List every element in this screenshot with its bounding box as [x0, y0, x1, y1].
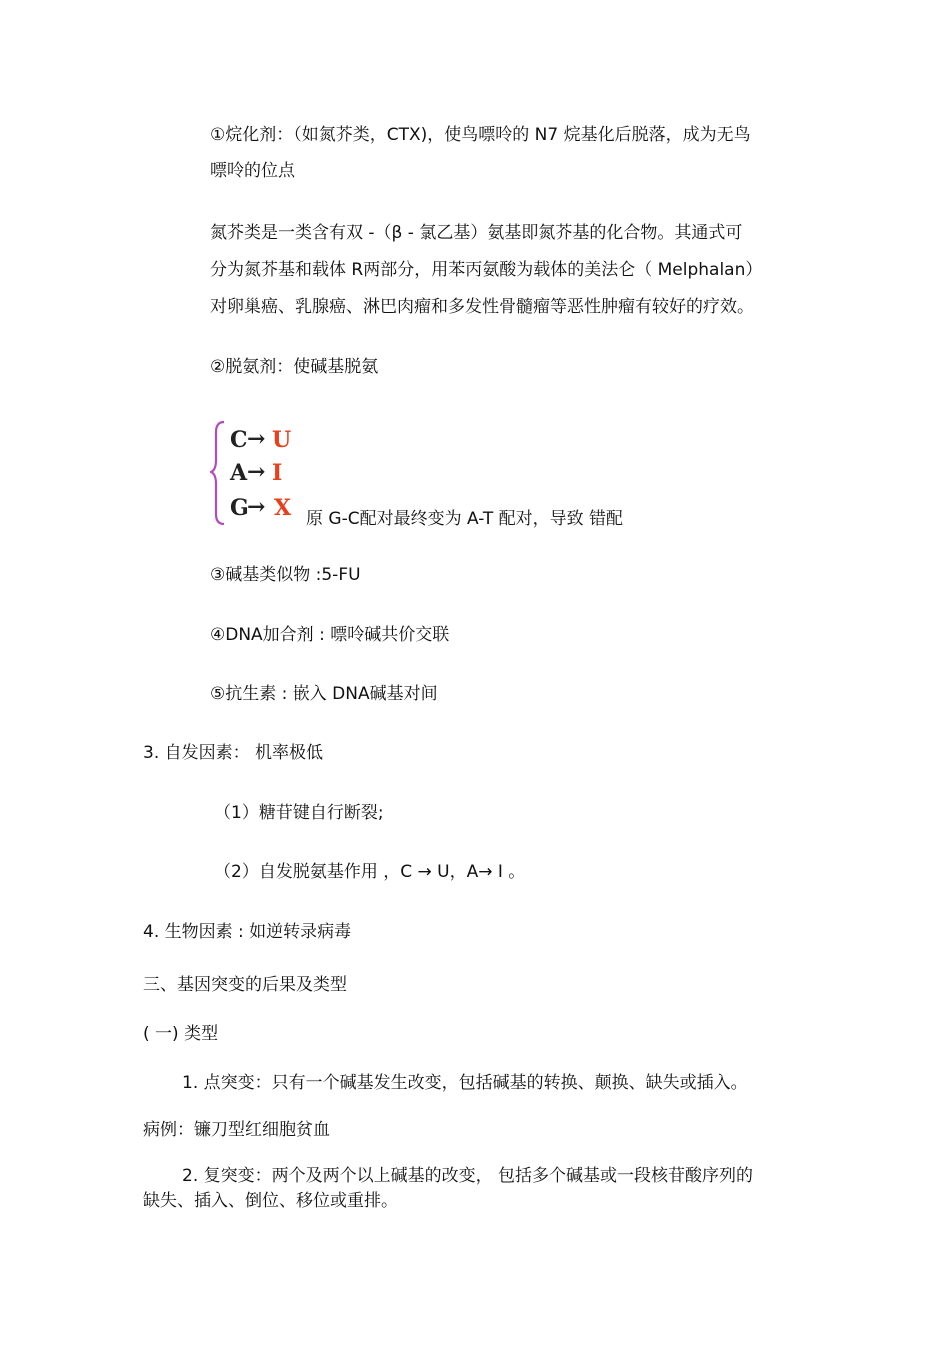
text-line-antibiotic: ⑤抗生素 : 嵌入 DNA碱基对间	[210, 684, 438, 704]
text-line-nitrogen-mustard-3: 对卵巢癌、乳腺癌、淋巴肉瘤和多发性骨髓瘤等恶性肿瘤有较好的疗效。	[210, 297, 754, 317]
base-g: G	[230, 495, 249, 521]
text-line-point-mutation: 1. 点突变：只有一个碱基发生改变，包括碱基的转换、颠换、缺失或插入。	[182, 1073, 748, 1093]
text-line-spontaneous-factor: 3. 自发因素： 机率极低	[143, 743, 324, 763]
deamination-diagram	[210, 418, 310, 528]
subsection-heading-types: ( 一) 类型	[143, 1024, 219, 1044]
arrow-3: →	[247, 494, 266, 520]
arrow-1: →	[247, 426, 266, 452]
section-heading-consequences: 三、基因突变的后果及类型	[143, 975, 347, 995]
text-line-nitrogen-mustard-1: 氮芥类是一类含有双 -（β - 氯乙基）氨基即氮芥基的化合物。其通式可	[210, 223, 743, 243]
arrow-2: →	[247, 459, 266, 485]
text-line-nitrogen-mustard-2: 分为氮芥基和载体 R两部分，用苯丙氨酸为载体的美法仑（ Melphalan）	[210, 260, 763, 280]
text-line-spontaneous-deamination: （2）自发脱氨基作用 ，C → U，A→ I 。	[214, 862, 526, 882]
text-line-glycosidic-bond: （1）糖苷键自行断裂;	[214, 803, 384, 823]
text-line-dna-adduct: ④DNA加合剂 : 嘌呤碱共价交联	[210, 625, 450, 645]
text-line-alkylating-agent: ①烷化剂：（如氮芥类，CTX)，使鸟嘌呤的 N7 烷基化后脱落，成为无鸟	[210, 125, 751, 145]
product-u: U	[272, 427, 292, 453]
product-i: I	[272, 460, 283, 486]
text-line-base-analog: ③碱基类似物 :5-FU	[210, 565, 361, 585]
base-a: A	[230, 460, 248, 486]
text-line-complex-mutation-2: 缺失、插入、倒位、移位或重排。	[143, 1191, 398, 1211]
product-x: X	[274, 495, 292, 521]
base-c: C	[230, 427, 248, 453]
text-line-biological-factor: 4. 生物因素 : 如逆转录病毒	[143, 922, 352, 942]
text-line-complex-mutation-1: 2. 复突变：两个及两个以上碱基的改变， 包括多个碱基或一段核苷酸序列的	[182, 1166, 754, 1186]
brace-icon	[211, 422, 224, 524]
text-line-apurinic-site: 嘌呤的位点	[210, 161, 295, 181]
text-line-mismatch: 原 G-C配对最终变为 A-T 配对，导致 错配	[306, 509, 624, 529]
text-line-deaminating-agent: ②脱氨剂：使碱基脱氨	[210, 357, 379, 377]
text-line-case-example: 病例：镰刀型红细胞贫血	[143, 1120, 330, 1140]
